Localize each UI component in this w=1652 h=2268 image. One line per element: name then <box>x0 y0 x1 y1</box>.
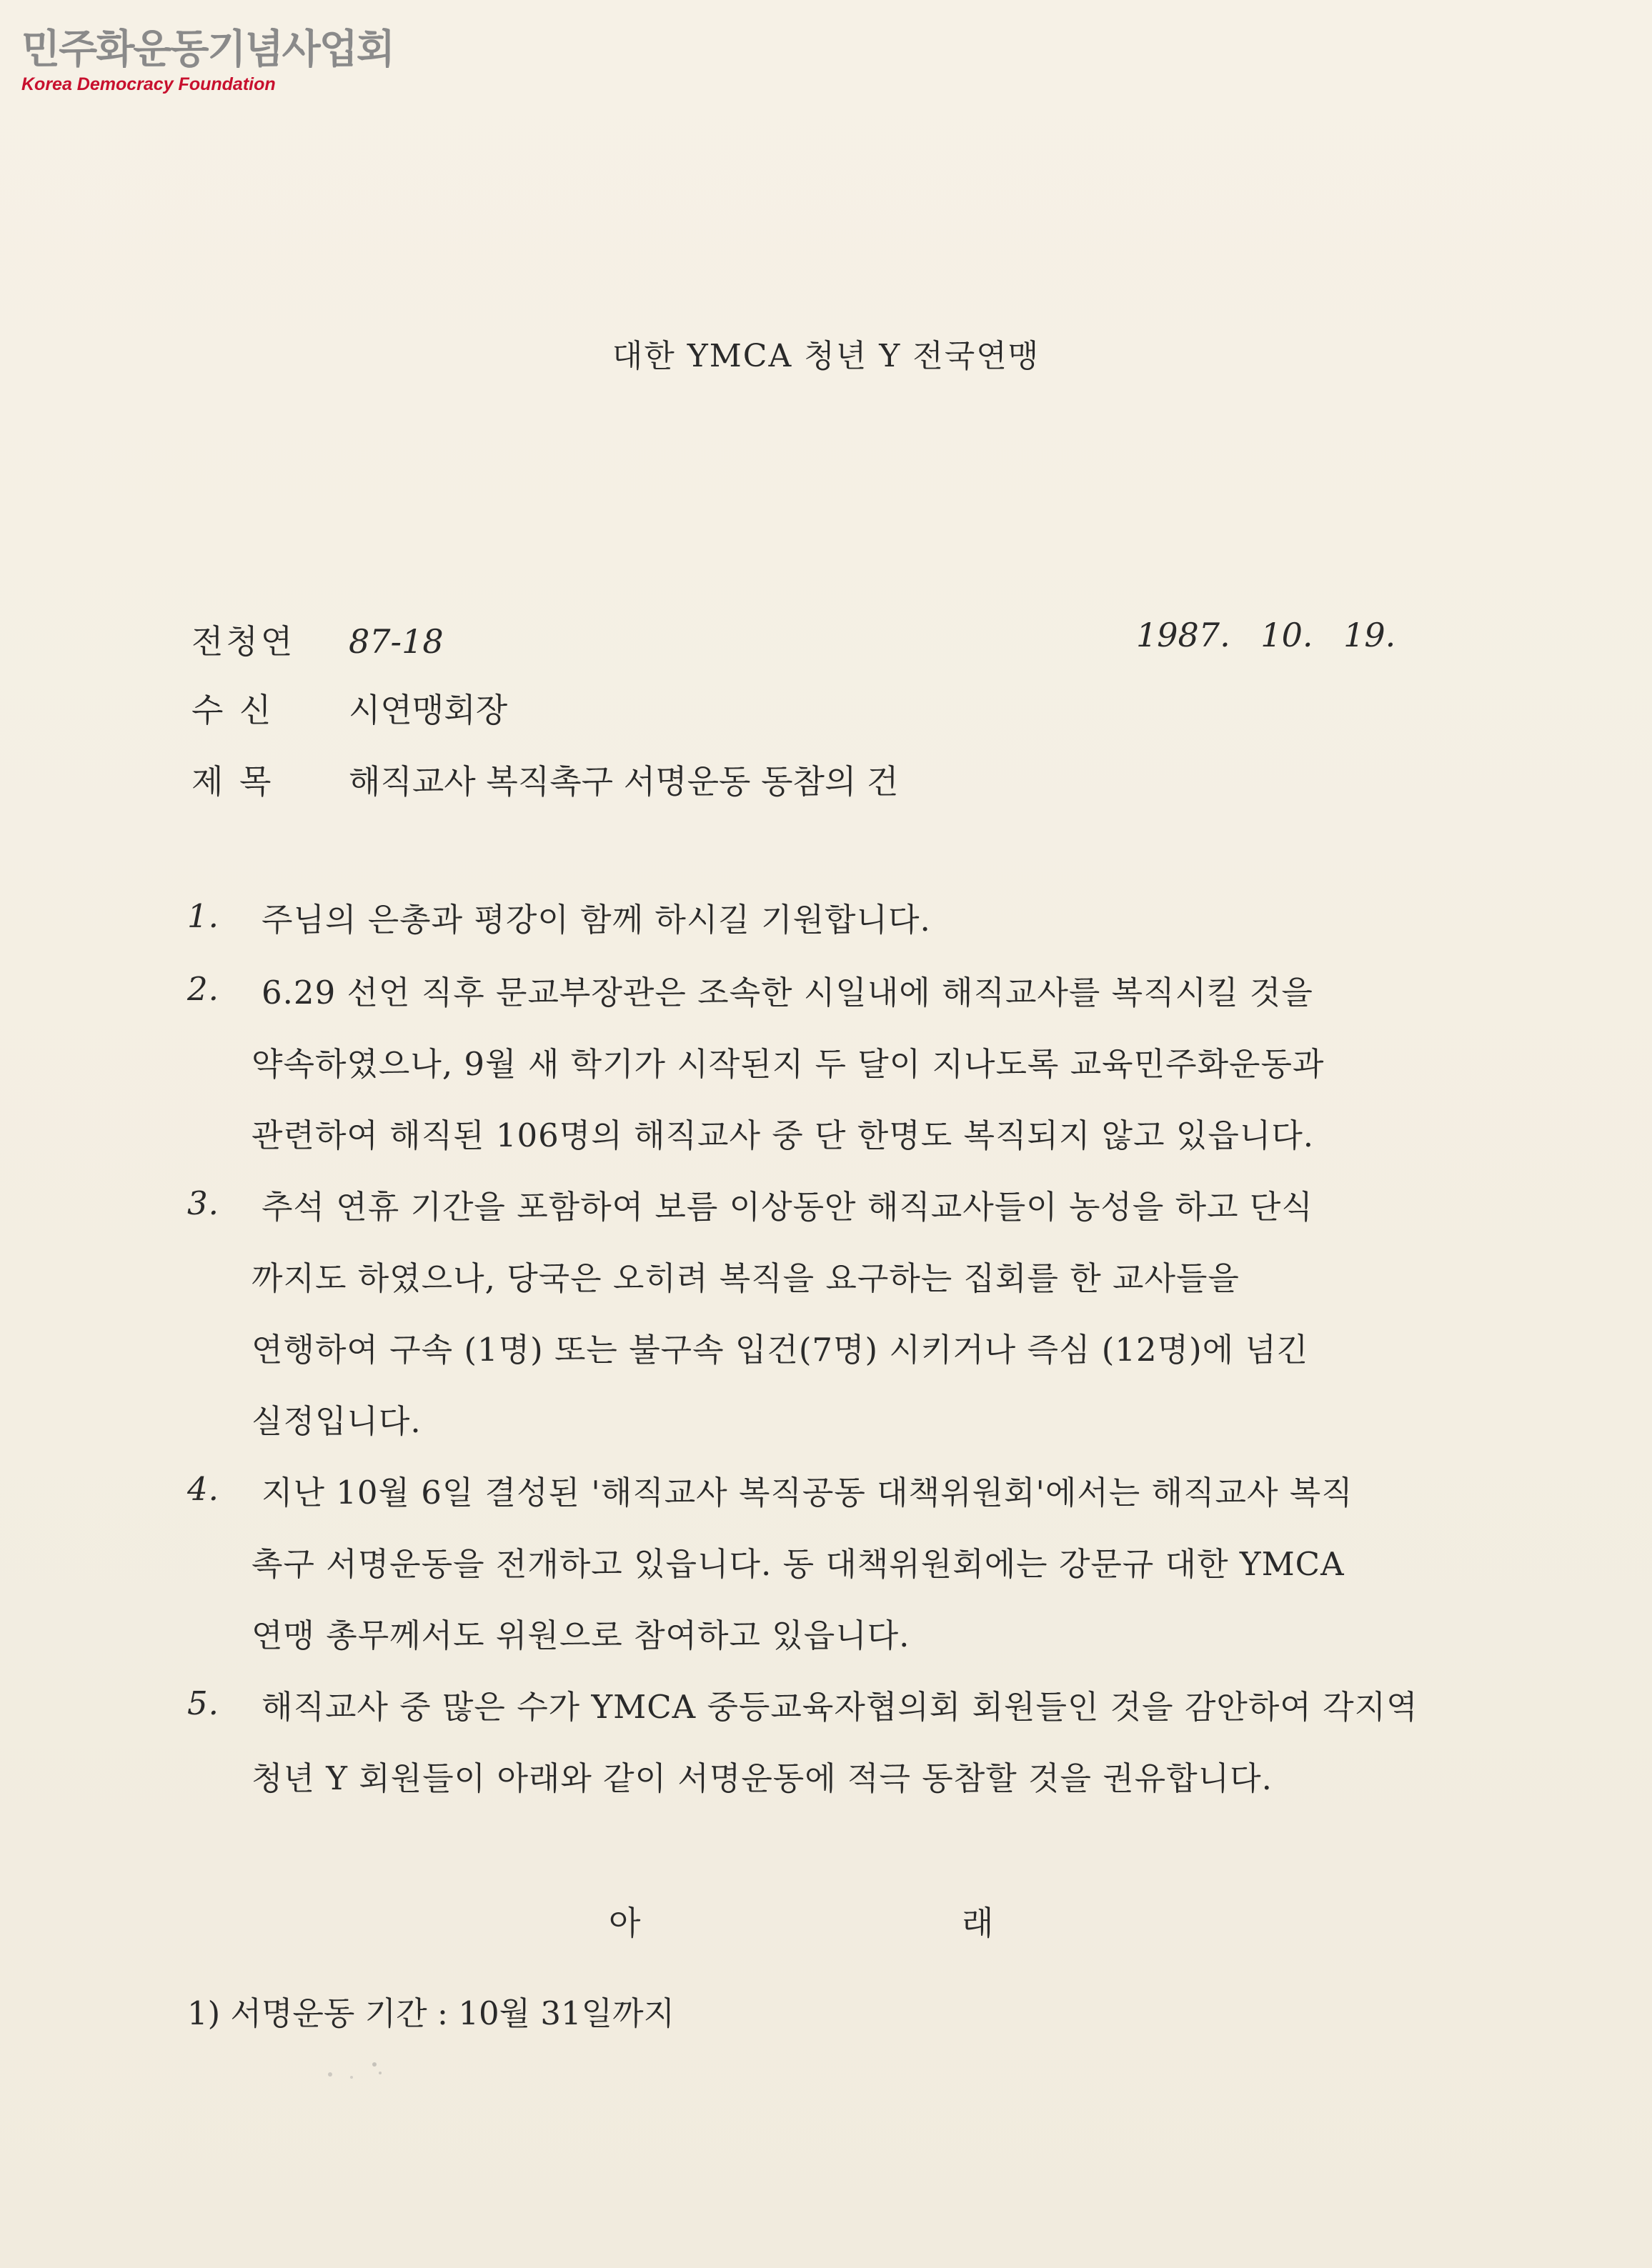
watermark-english: Korea Democracy Foundation <box>21 74 276 94</box>
paragraph-line: 연맹 총무께서도 위원으로 참여하고 있읍니다. <box>252 1617 910 1654</box>
watermark-korean: 민주화운동기념사업회 <box>21 26 394 73</box>
recipient-label: 수 신 <box>191 691 274 729</box>
subject: 해직교사 복직촉구 서명운동 동참의 건 <box>349 762 899 801</box>
paragraph-number: 5. <box>187 1684 219 1722</box>
recipient-row <box>191 684 507 731</box>
paragraph-number: 2. <box>187 970 219 1008</box>
paragraph-line: 6.29 선언 직후 문교부장관은 조속한 시일내에 해직교사를 복직시킬 것을 <box>262 974 1313 1011</box>
document-title: 대한 YMCA 청년 Y 전국연맹 <box>612 338 1040 374</box>
paragraph-5 <box>187 1684 1581 1827</box>
paragraph-line: 연행하여 구속 (1명) 또는 불구속 입건(7명) 시키거나 즉심 (12명)에 넘긴 <box>252 1331 1309 1369</box>
paragraph-2 <box>187 970 1581 1184</box>
ink-smudge <box>323 2057 387 2083</box>
paragraph-line: 주님의 은총과 평강이 함께 하시길 기원합니다. <box>262 901 931 939</box>
doc-number-label: 전청연 <box>191 622 296 661</box>
paragraph-1 <box>187 897 1581 969</box>
doc-number-row <box>191 616 444 663</box>
subject-label: 제 목 <box>191 762 274 801</box>
notice-heading-left: 아 <box>609 1904 641 1942</box>
paragraph-line: 청년 Y 회원들이 아래와 같이 서명운동에 적극 동참할 것을 권유합니다. <box>252 1759 1273 1797</box>
foundation-watermark <box>21 26 394 96</box>
document-date: 1987. 10. 19. <box>1136 616 1396 654</box>
doc-number: 87-18 <box>349 622 444 661</box>
paragraph-4 <box>187 1470 1581 1684</box>
paragraph-line: 해직교사 중 많은 수가 YMCA 중등교육자협의회 회원들인 것을 감안하여 각지역 <box>262 1688 1418 1726</box>
paragraph-line: 실정입니다. <box>252 1402 422 1440</box>
paragraph-number: 3. <box>187 1184 219 1222</box>
paragraph-line: 관련하여 해직된 106명의 해직교사 중 단 한명도 복직되지 않고 있읍니다. <box>252 1116 1315 1154</box>
paragraph-line: 까지도 하였으나, 당국은 오히려 복직을 요구하는 집회를 한 교사들을 <box>252 1259 1240 1297</box>
paragraph-line: 지난 10월 6일 결성된 '해직교사 복직공동 대책위원회'에서는 해직교사 복직 <box>262 1474 1353 1512</box>
recipient: 시연맹회장 <box>349 691 508 729</box>
subject-row <box>191 756 898 803</box>
paragraph-number: 1. <box>187 897 219 935</box>
paragraph-line: 추석 연휴 기간을 포함하여 보름 이상동안 해직교사들이 농성을 하고 단식 <box>262 1188 1313 1226</box>
paragraph-line: 촉구 서명운동을 전개하고 있읍니다. 동 대책위원회에는 강문규 대한 YMCA <box>252 1545 1345 1583</box>
paragraph-line: 약속하였으나, 9월 새 학기가 시작된지 두 달이 지나도록 교육민주화운동과 <box>252 1045 1325 1083</box>
notice-heading-right: 래 <box>962 1904 994 1942</box>
paragraph-number: 4. <box>187 1470 219 1508</box>
paragraph-3 <box>187 1184 1581 1470</box>
notice-item-1: 1) 서명운동 기간 : 10월 31일까지 <box>187 1994 675 2032</box>
